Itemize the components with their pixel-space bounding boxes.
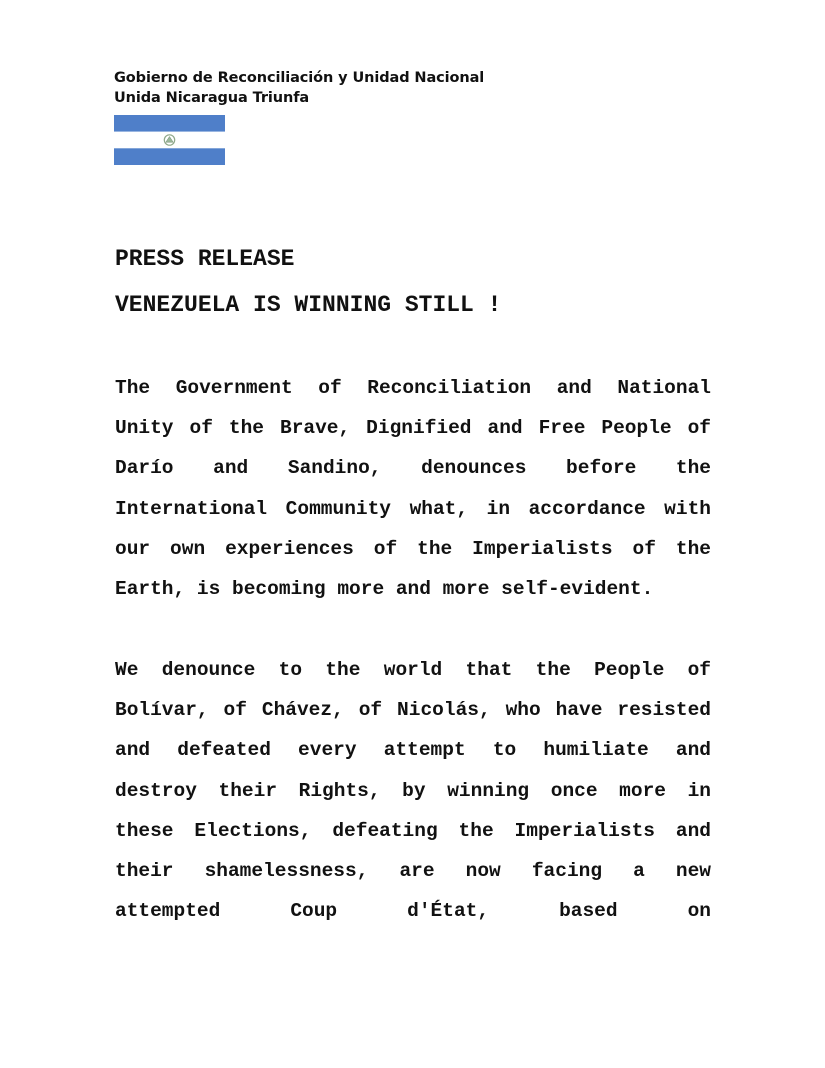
press-release-title — [115, 243, 501, 335]
title-line-1: PRESS RELEASE — [115, 246, 295, 272]
paragraph-1: The Government of Reconciliation and National Unity of the Brave, Dignified and Free People of Darío and Sandino, denounces before the International Community what, in accordance with our own experiences of the Imperialists of the Earth, is becoming more and more self-evident. — [115, 377, 711, 601]
letterhead-line-1: Gobierno de Reconciliación y Unidad Nacional — [114, 70, 485, 86]
title-line-2: VENEZUELA IS WINNING STILL ! — [115, 292, 502, 318]
letterhead — [114, 68, 484, 108]
letterhead-line-2: Unida Nicaragua Triunfa — [114, 90, 310, 106]
nicaragua-flag-icon — [114, 115, 225, 165]
paragraph-2: We denounce to the world that the People of Bolívar, of Chávez, of Nicolás, who have resisted and defeated every attempt to humiliate and destroy their Rights, by winning once more in these Elections, defeating the Imperialists and their shamelessness, are now facing a new attempted Coup d'État, based on — [115, 659, 711, 923]
